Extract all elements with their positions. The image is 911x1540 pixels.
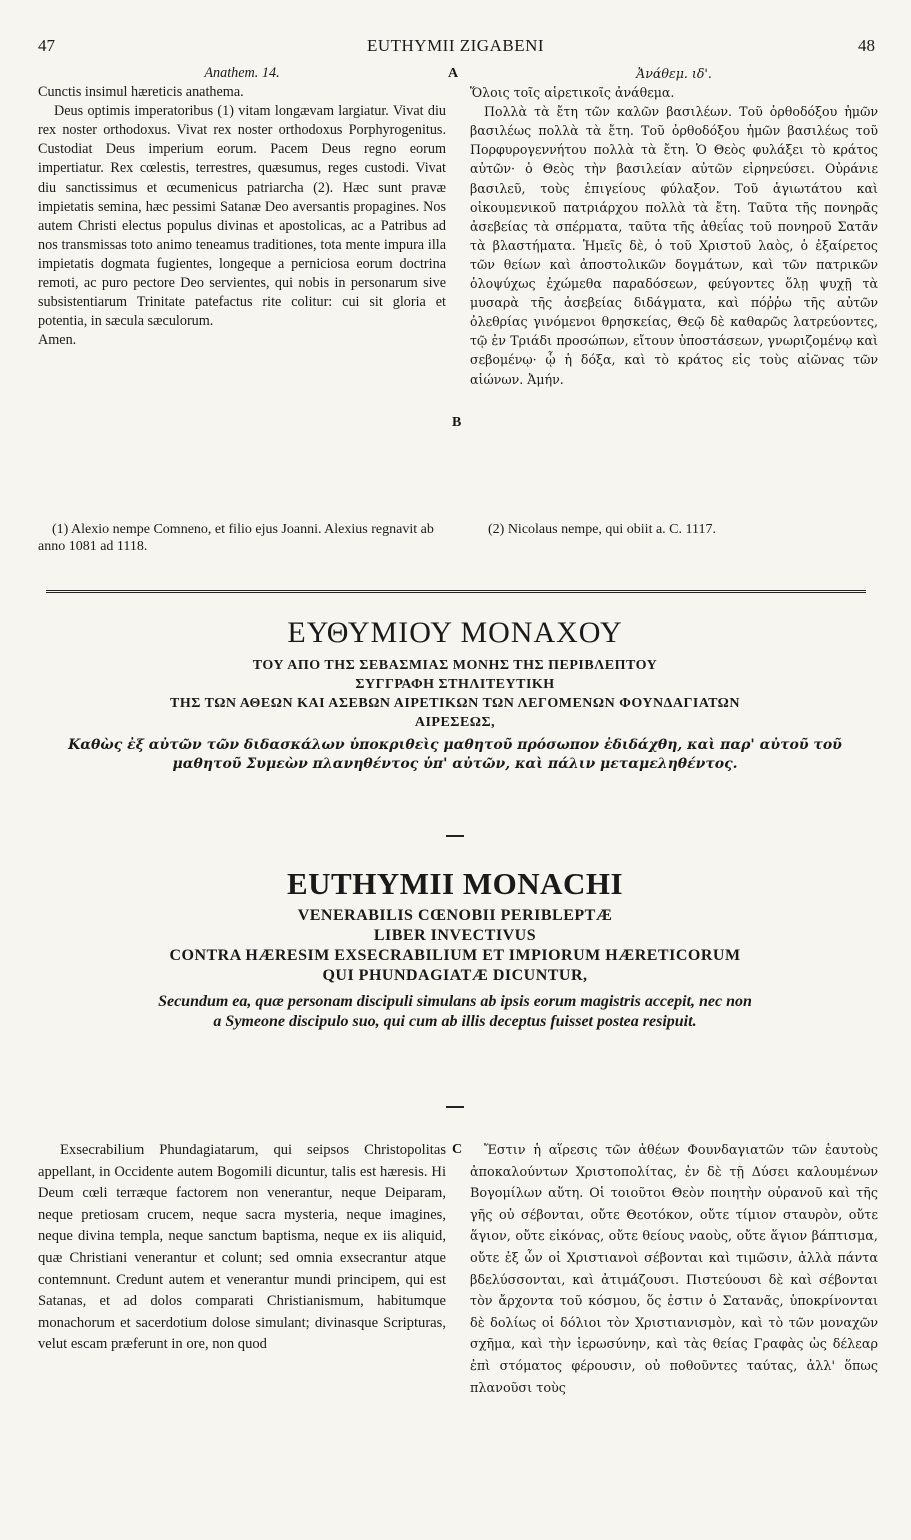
latin-subtitle-2: a Symeone discipulo suo, qui cum ab illis deceptus fuisset postea resipuit. [213,1013,697,1030]
short-dash-2 [446,1106,464,1108]
latin-amen: Amen. [38,332,77,349]
footnote-2: (2) Nicolaus nempe, qui obiit a. C. 1117. [488,522,716,537]
latin-main-title: EUTHYMII MONACHI [286,866,624,901]
latin-title-line-4: QUI PHUNDAGIATÆ DICUNTUR, [322,967,588,984]
footnote-1: (1) Alexio nempe Comneno, et filio ejus Joanni. Alexius regnavit ab anno 1081 ad 1118. [38,522,434,554]
section-divider [46,590,866,593]
latin-subtitle-1: Secundum ea, quæ personam discipuli simulans ab ipsis eorum magistris accepit, nec non [158,993,752,1010]
short-dash-1 [446,835,464,837]
greek-title-line-1: ΤΟΥ ΑΠΟ ΤΗΣ ΣΕΒΑΣΜΙΑΣ ΜΟΝΗΣ ΤΗΣ ΠΕΡΙΒΛΕΠΤΟΥ [252,658,658,673]
greek-column-bottom: Ἔστιν ἡ αἵρεσις τῶν ἀθέων Φουνδαγιατῶν τῶν ἑαυτοὺς ἀποκαλούντων Χριστοπολίτας, ἐν δὲ τῇ Δύσει καλουμένων Βογομίλων αὕτη. Οἱ τοιοῦτοι Θεὸν ποιητὴν οὐρανοῦ καὶ τῆς γῆς οὐ σέβονται, οὔτε Θεοτόκον, οὔτε τίμιον σταυρὸν, οὔτε ἅγιον, οὔτε εἰκόνας, οὔτε θείους ναοὺς, οὔτε ἅγιον βάπτισμα, οὔτε ἐξ ὧν οἱ Χριστιανοὶ σέβονται καὶ τιμῶσιν, ἀλλὰ πάντα βδελύσσονται, καὶ ἀτιμάζουσι. Πιστεύουσι δὲ καὶ σέβονται τὸν ἄρχοντα τοῦ κόσμου, ὅς ἐστιν ὁ Σατανᾶς, ὑποκρίνονται δὲ δολίως οἱ δόλιοι τὸν Χριστιανισμὸν, καὶ τὸ τῶν μοναχῶν σχῆμα, καὶ τὴν ἱερωσύνην, καὶ τὰς θείας Γραφὰς ὡς δέλεαρ ἐπὶ στόματος φέρουσιν, οὐ ποθοῦντες ταύτας, ἀλλ' ὅπως πλανοῦσι τοὺς [470,1143,878,1396]
running-header [0,36,911,60]
greek-title-line-3: ΤΗΣ ΤΩΝ ΑΘΕΩΝ ΚΑΙ ΑΣΕΒΩΝ ΑΙΡΕΤΙΚΩΝ ΤΩΝ ΛΕΓΟΜΕΝΩΝ ΦΟΥΝΔΑΓΙΑΤΩΝ [169,696,740,711]
greek-title-line-4: ΑΙΡΕΣΕΩΣ, [414,715,496,730]
margin-marker-c: C [452,1142,463,1157]
latin-title-line-3: CONTRA HÆRESIM EXSECRABILIUM ET IMPIORUM HÆRETICORUM [169,947,741,964]
page-number-right: 48 [858,36,875,55]
greek-paragraph-2: Πολλὰ τὰ ἔτη τῶν καλῶν βασιλέων. Τοῦ ὀρθοδόξου ἡμῶν βασιλέως πολλὰ τὰ ἔτη. Τοῦ ὀρθοδόξου ἡμῶν βασιλέως τοῦ Πορφυρογεννήτου πολλὰ τὰ ἔτη. Ὁ Θεὸς φυλάξει τὸ κράτος αὐτῶν· ὁ Θεὸς τὴν βασιλείαν αὐτῶν εἰρηνεύσει. Οὐράνιε βασιλεῦ, τοὺς ἐπιγείους φύλαξον. Τοῦ ἁγιωτάτου καὶ οἰκουμενικοῦ πατριάρχου πολλὰ τὰ ἔτη. Ταῦτα τῆς πονηρᾶς ἀσεβείας τὰ σπέρματα, ταῦτα τῆς ἀθεΐας τοῦ πονηροῦ Σατᾶν τὰ βλαστήματα. Ἡμεῖς δὲ, ὁ τοῦ Χριστοῦ λαὸς, ὁ ἐξαίρετος τῶν θείων καὶ ἀποστολικῶν δογμάτων, καὶ τῶν πατρικῶν ὁλοψύχως ἐχώμεθα παραδόσεων, φεύγοντες ὅλῃ ψυχῇ τὰ μυσαρὰ τῆς ἀσεβείας διδάγματα, καὶ πόῤῥω τῆς αὐτῶν ὀλεθρίας γινόμενοι θρησκείας, Θεῷ δὲ καθαρῶς λατρεύοντες, τῷ ἐν Τριάδι προσώπων, εἴτουν ὑποστάσεων, γνωριζομένῳ καὶ σεβομένῳ· ᾧ ἡ δόξα, καὶ τὸ κράτος εἰς τοὺς αἰῶνας τῶν αἰώνων. Ἀμήν. [470,104,878,387]
latin-column-bottom: Exsecrabilium Phundagiatarum, qui seipsos Christopolitas appellant, in Occidente autem Bogomili dicuntur, talis est hæresis. Hi Deum cœli terræque factorem non venerantur, neque Deiparam, neque pretiosam crucem, neque sacra mysteria, neque imagines, neque divina templa, neque sanctum baptisma, neque ex iis aliquid, quæ Christiani venerantur et colunt; sed omnia exsecrantur atque contemnunt. Credunt autem et venerantur mundi principem, qui est Satanas, et ad dolos comparati Christianismum, habitumque monachorum et sacerdotium dolose simulant; divinasque Scripturas, velut escam præferunt in ore, non quod [38,1142,446,1353]
greek-paragraph-1: Ὅλοις τοῖς αἱρετικοῖς ἀνάθεμα. [470,85,675,101]
greek-main-title: ΕΥΘΥΜΙΟΥ ΜΟΝΑΧΟΥ [287,616,623,649]
latin-title-line-1: VENERABILIS CŒNOBII PERIBLEPTÆ [297,907,613,924]
greek-subtitle-1: Καθὼς ἐξ αὐτῶν τῶν διδασκάλων ὑποκριθεὶς μαθητοῦ πρόσωπον ἐδιδάχθη, καὶ παρ' αὐτοῦ τοῦ [68,737,842,753]
latin-column-top [38,64,446,350]
latin-paragraph-2: Deus optimis imperatoribus (1) vitam longævam largiatur. Vivat diu rex noster orthodoxus. Vivat rex noster orthodoxus Porphyrogenitus. Custodiat Deus imperium eorum. Pacem Deus regno eorum impertiatur. Rex cœlestis, terrestres, quæsumus, reges custodi. Vivat diu sanctissimus et œcumenicus patriarcha (2). Hæc sunt pravæ impietatis semina, hæc pessimi Satanæ Deo aversantis propagines. Nos autem Christi electus populus divinas et apostolicas, ac a Patribus ad nos transmissas toto animo teneamus traditiones, tota mente impura illa impietatis dogmata fugientes, longeque a perniciosa eorum doctrina remoti, ac puro pectore Deo servientes, qui nobis in personarum sive subsistentiarum Trinitate patefactus rite colitur: cui sit gloria et potentia, in sæcula sæculorum. [38,103,446,330]
latin-title-line-2: LIBER INVECTIVUS [373,927,537,944]
greek-title-block [40,616,870,774]
margin-marker-b: B [452,415,462,430]
greek-anathema-heading: Ἀνάθεμ. ιδ'. [636,66,712,81]
latin-anathema-heading: Anathem. 14. [204,65,280,81]
page-number-left: 47 [38,36,55,55]
latin-paragraph-1: Cunctis insimul hæreticis anathema. [38,84,244,101]
running-title: EUTHYMII ZIGABENI [366,36,545,55]
greek-title-line-2: ΣΥΓΓΡΑΦΗ ΣΤΗΛΙΤΕΥΤΙΚΗ [355,677,555,692]
latin-title-block [40,866,870,1032]
greek-subtitle-2: μαθητοῦ Συμεὼν πλανηθέντος ὑπ' αὐτῶν, καὶ πάλιν μεταμεληθέντος. [172,756,738,772]
greek-column-top [470,64,878,389]
margin-marker-a: A [448,66,459,81]
